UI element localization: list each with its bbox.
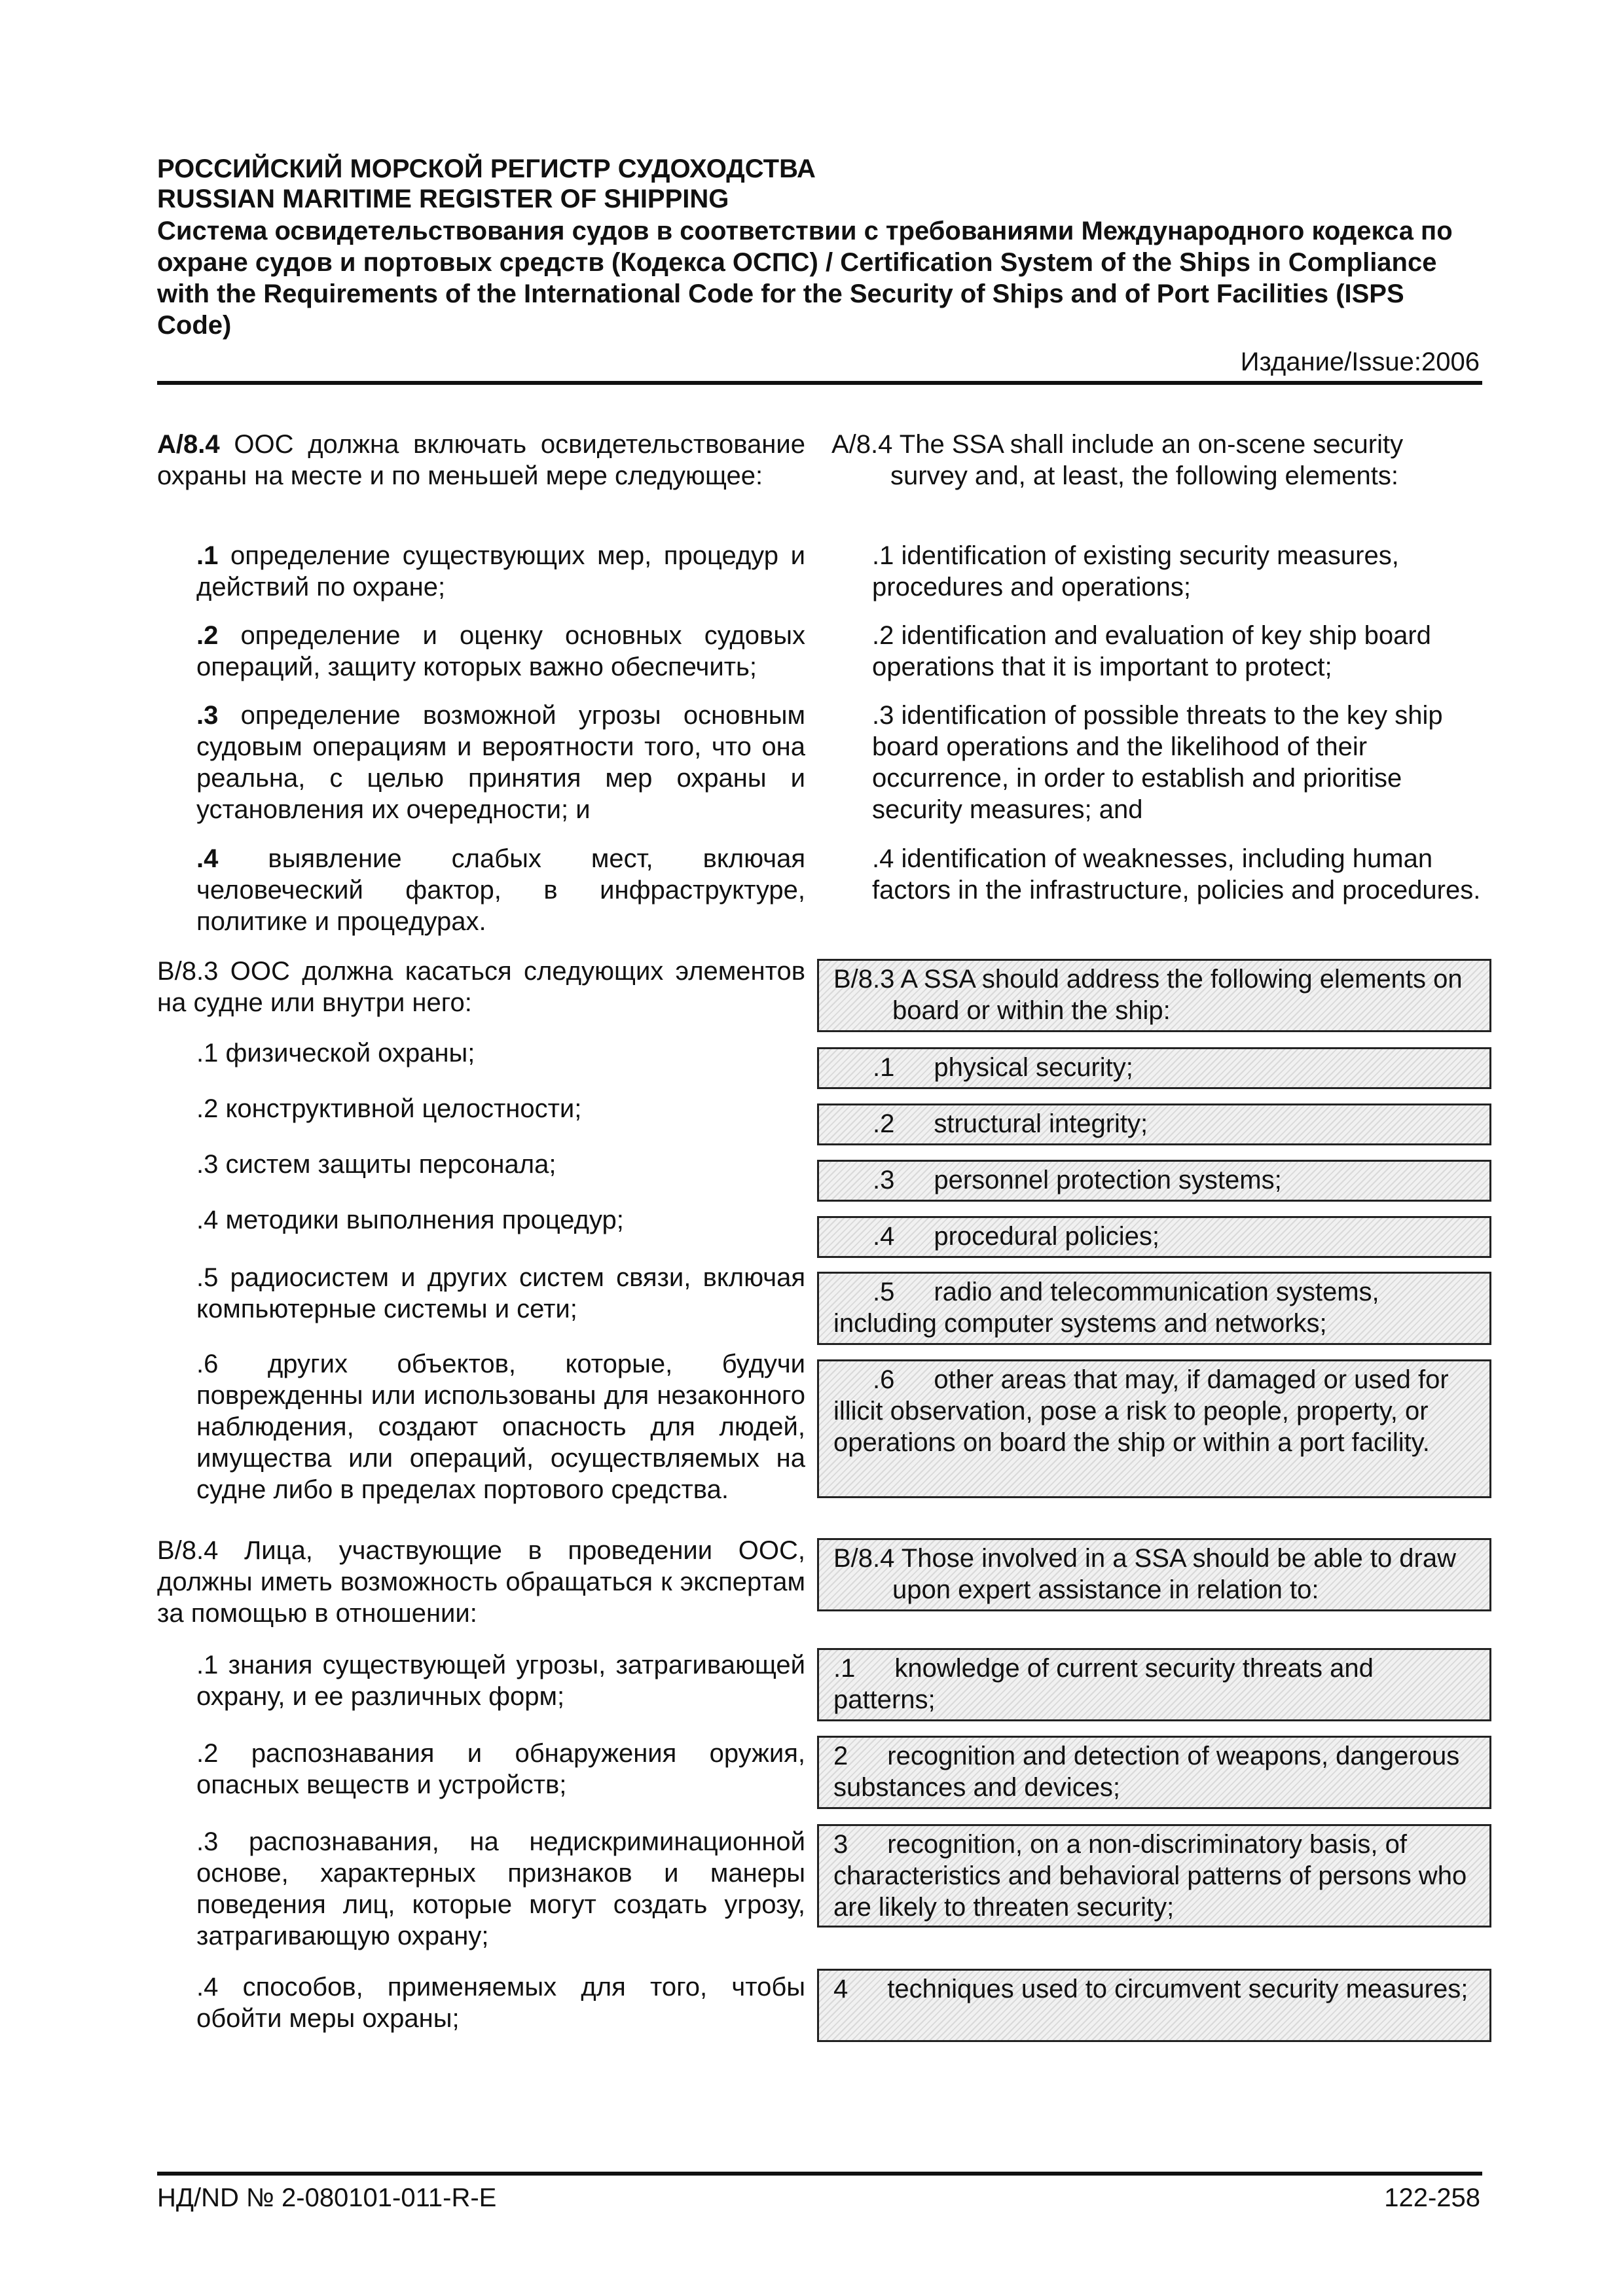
- ru-b83-item-1: .1 физической охраны;: [196, 1039, 475, 1067]
- en-b84-item-4-box: 4 techniques used to circumvent security measures;: [817, 1969, 1491, 2042]
- ru-b84-item-3: .3 распознавания, на недискриминационной основе, характерных признаков и манеры поведения лиц, которые могут создать угрозу, затрагивающую охрану;: [196, 1827, 805, 1950]
- en-b83-item-6-box: .6 other areas that may, if damaged or used for illicit observation, pose a risk to people, property, or operations on board the ship or within a port facility.: [817, 1359, 1491, 1498]
- document-title: Система освидетельствования судов в соответствии с требованиями Международного кодекса по охране судов и портовых средств (Кодекса ОСПС) / Certification System of the Ships in Compliance with the Requirements of the International Code for the Security of Ships and of Port Facilities (ISPS Code): [157, 217, 1453, 340]
- page-header: [157, 154, 1480, 378]
- ru-b83-item-5: .5 радиосистем и других систем связи, включая компьютерные системы и сети;: [196, 1263, 805, 1323]
- footer-divider: [157, 2172, 1482, 2176]
- ru-b83-intro: В/8.3 ООС должна касаться следующих элементов на судне или внутри него:: [157, 957, 805, 1017]
- en-b83-item-5-box: .5 radio and telecommunication systems, including computer systems and networks;: [817, 1272, 1491, 1345]
- ru-a84-intro: [157, 429, 805, 492]
- issue-label: Издание/Issue:2006: [1240, 348, 1480, 376]
- en-b83-item-1-box: .1 physical security;: [817, 1047, 1491, 1089]
- en-a84-item-3: .3 identification of possible threats to the key ship board operations and the likelihood of their occurrence, in order to establish and prioritise security measures; and: [872, 701, 1443, 824]
- org-name-en: RUSSIAN MARITIME REGISTER OF SHIPPING: [157, 185, 729, 213]
- en-a84-item-1: .1 identification of existing security measures, procedures and operations;: [872, 541, 1399, 601]
- ru-a84-item-3: .3 определение возможной угрозы основным судовым операциям и вероятности того, что она реальна, с целью принятия мер охраны и установления их очередности; и: [196, 701, 805, 824]
- en-b84-intro-box: B/8.4 Those involved in a SSA should be able to draw upon expert assistance in relation to:: [817, 1538, 1491, 1611]
- ru-b83-item-2: .2 конструктивной целостности;: [196, 1094, 582, 1123]
- ru-a84-text: ООС должна включать освидетельствование охраны на месте и по меньшей мере следующее:: [157, 430, 805, 490]
- ru-b83-item-4: .4 методики выполнения процедур;: [196, 1206, 624, 1234]
- ru-a84-ref: А/8.4: [157, 430, 220, 459]
- ru-b84-item-2: .2 распознавания и обнаружения оружия, опасных веществ и устройств;: [196, 1739, 805, 1799]
- en-a84-intro: A/8.4 The SSA shall include an on-scene security survey and, at least, the following elements:: [831, 430, 1404, 490]
- ru-b83-item-3: .3 систем защиты персонала;: [196, 1150, 556, 1179]
- ru-a84-item-4: .4 выявление слабых мест, включая человеческий фактор, в инфраструктуре, политике и процедурах.: [196, 844, 805, 936]
- en-b83-item-4-box: .4 procedural policies;: [817, 1216, 1491, 1258]
- en-b83-intro-box: B/8.3 A SSA should address the following elements on board or within the ship:: [817, 959, 1491, 1032]
- header-divider: [157, 381, 1482, 385]
- en-b84-item-2-box: 2 recognition and detection of weapons, dangerous substances and devices;: [817, 1736, 1491, 1809]
- ru-b84-intro: В/8.4 Лица, участвующие в проведении ООС, должны иметь возможность обращаться к экспертам за помощью в отношении:: [157, 1536, 805, 1628]
- ru-b84-item-1: .1 знания существующей угрозы, затрагивающей охрану, и ее различных форм;: [196, 1651, 805, 1711]
- en-b83-item-2-box: .2 structural integrity;: [817, 1103, 1491, 1145]
- en-a84-item-2: .2 identification and evaluation of key ship board operations that it is important to protect;: [872, 621, 1431, 681]
- ru-a84-item-2: .2 определение и оценку основных судовых операций, защиту которых важно обеспечить;: [196, 621, 805, 681]
- en-b84-item-1-box: .1 knowledge of current security threats and patterns;: [817, 1648, 1491, 1721]
- en-b84-item-3-box: 3 recognition, on a non-discriminatory basis, of characteristics and behavioral patterns of persons who are likely to threaten security;: [817, 1824, 1491, 1928]
- footer-page-number: 122-258: [1384, 2183, 1480, 2212]
- en-b83-item-3-box: .3 personnel protection systems;: [817, 1160, 1491, 1202]
- ru-b83-item-6: .6 других объектов, которые, будучи поврежденны или использованы для незаконного наблюдения, создают опасность для людей, имущества или операций, осуществляемых на судне либо в пределах портового средства.: [196, 1350, 805, 1504]
- ru-a84-item-1: .1 определение существующих мер, процедур и действий по охране;: [196, 541, 805, 601]
- ru-b84-item-4: .4 способов, применяемых для того, чтобы обойти меры охраны;: [196, 1973, 805, 2033]
- footer-doc-number: НД/ND № 2-080101-011-R-E: [157, 2183, 497, 2212]
- en-a84-item-4: .4 identification of weaknesses, including human factors in the infrastructure, policies and procedures.: [872, 844, 1481, 905]
- org-name-ru: РОССИЙСКИЙ МОРСКОЙ РЕГИСТР СУДОХОДСТВА: [157, 154, 816, 183]
